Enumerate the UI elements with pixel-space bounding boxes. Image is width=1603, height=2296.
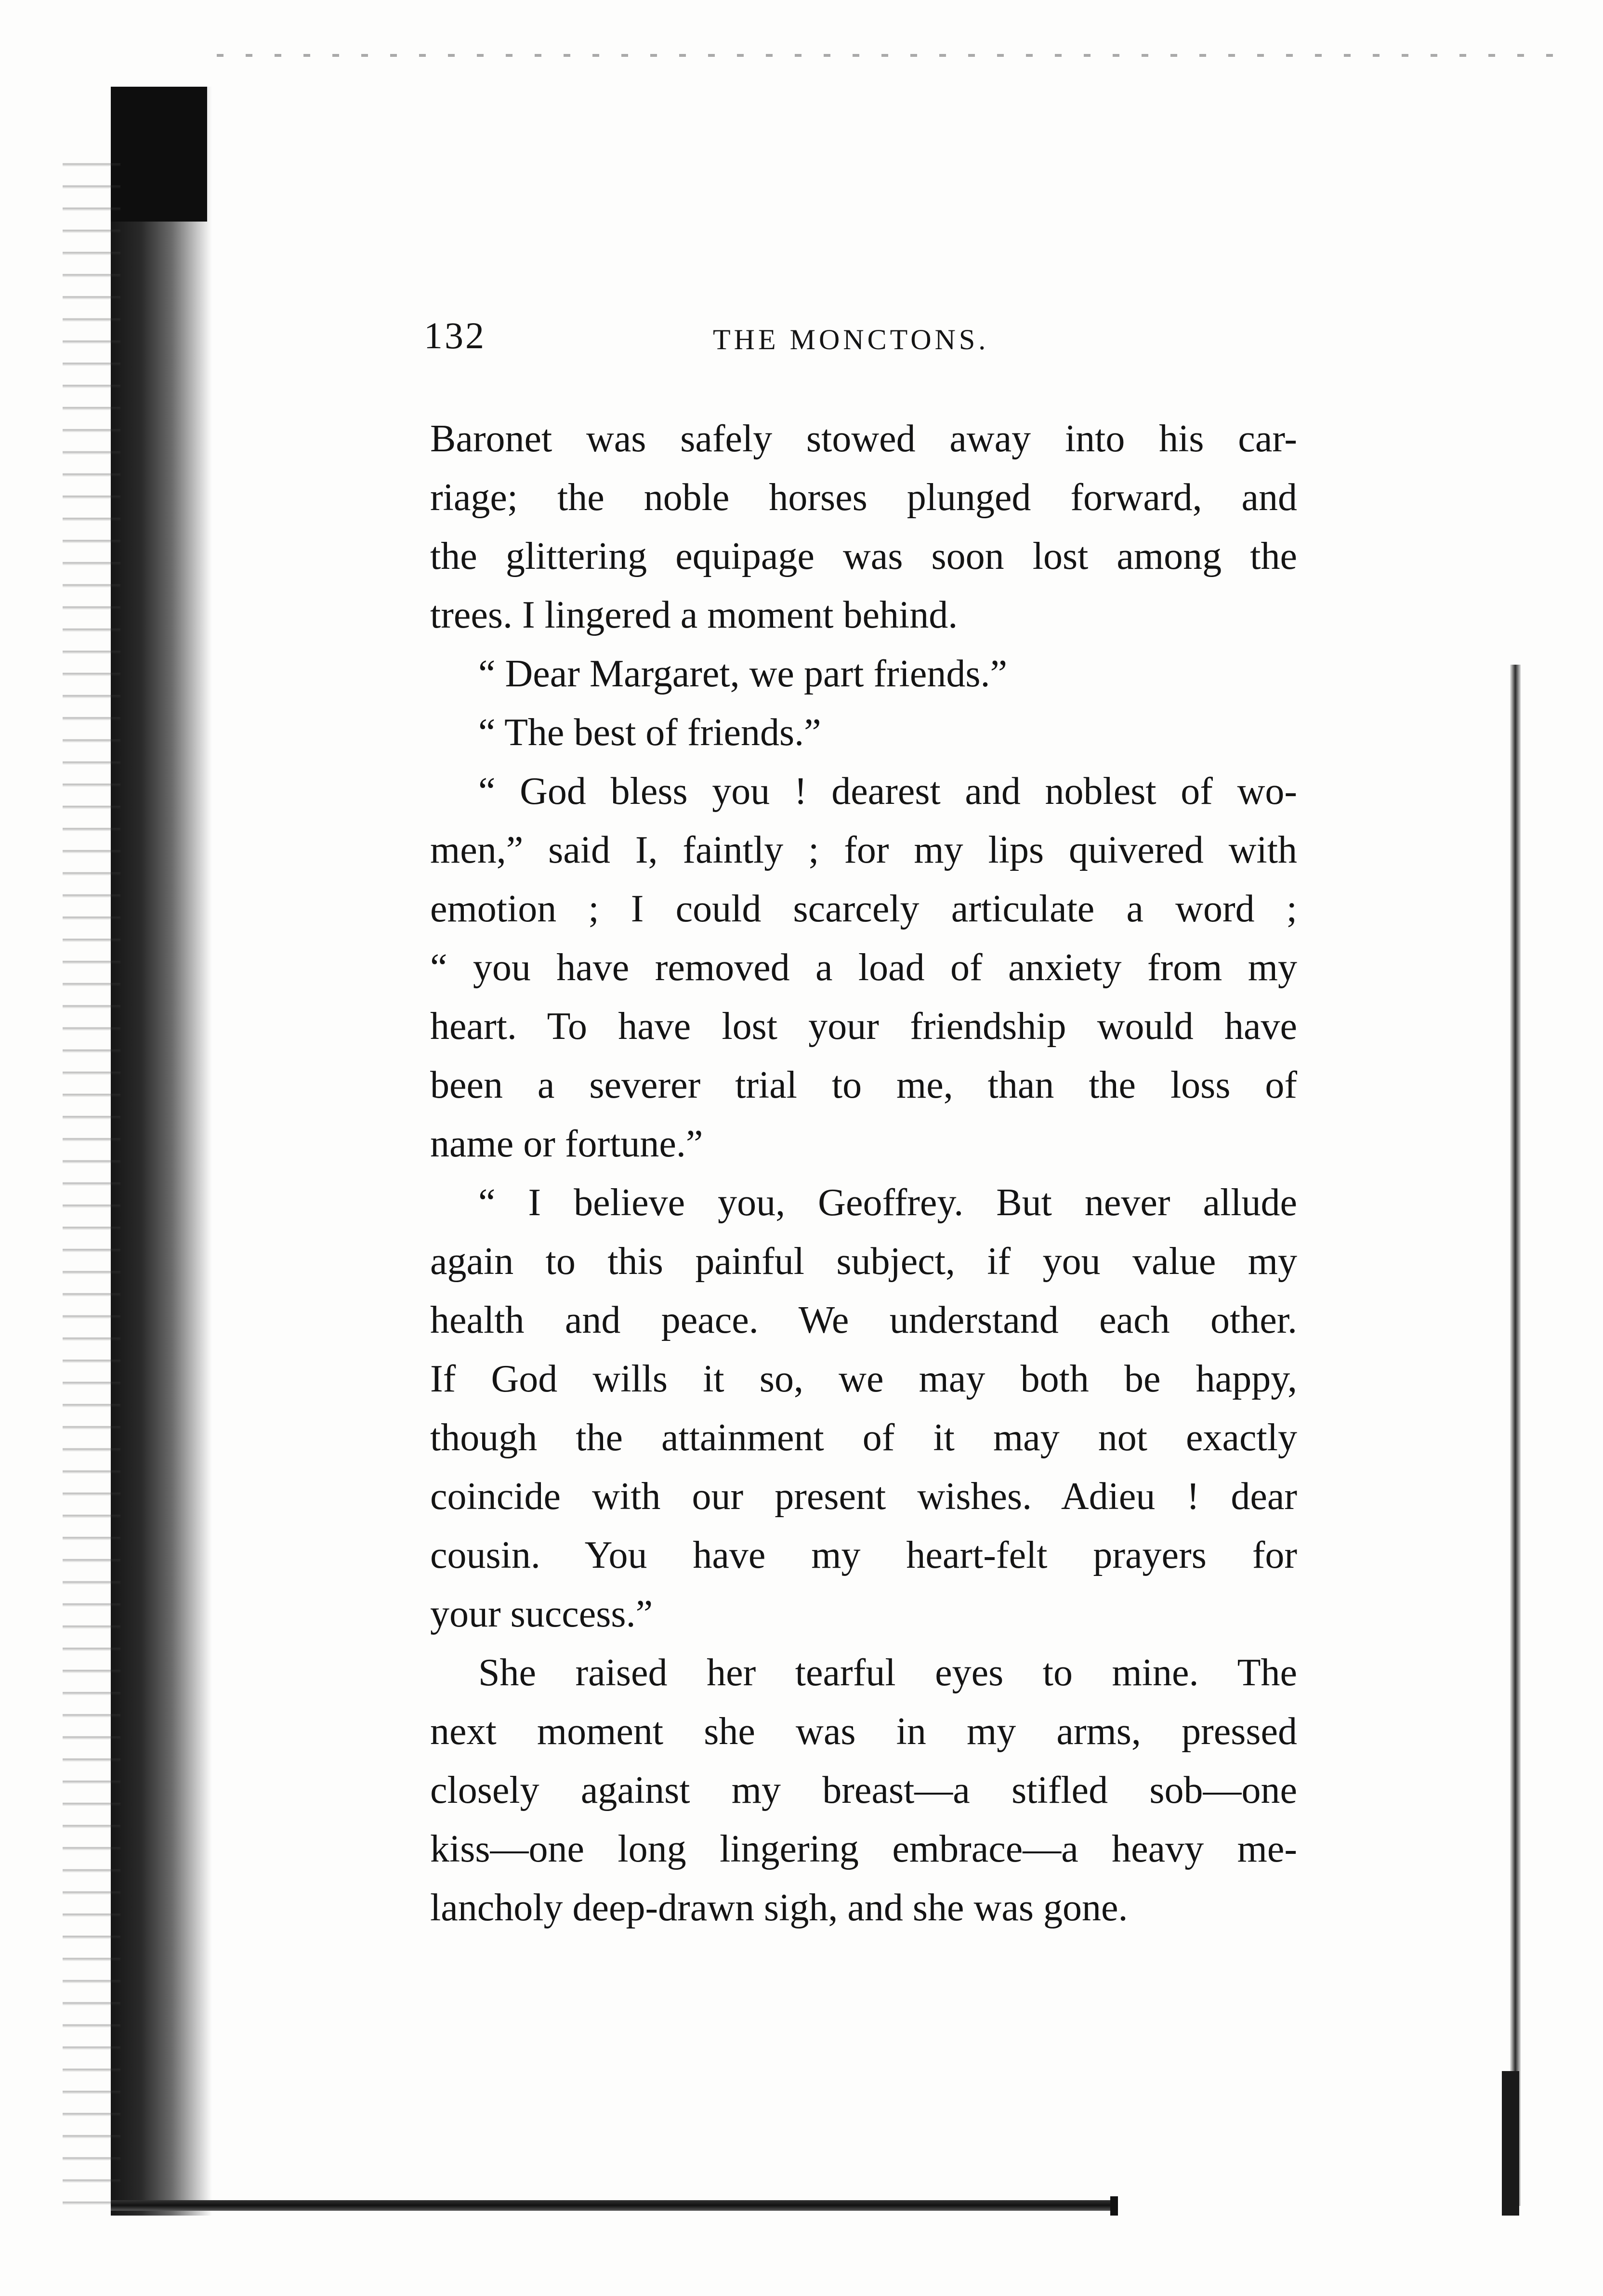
text-line: your success.”: [430, 1593, 653, 1635]
text-line: lancholy deep-drawn sigh, and she was gone.: [430, 1887, 1128, 1929]
binding-dark-block: [111, 87, 207, 222]
text-line: “ I believe you, Geoffrey. But never allude: [478, 1181, 1297, 1224]
bottom-page-edge: [111, 2200, 1117, 2211]
running-head: [424, 314, 1301, 357]
body-text: [430, 409, 1297, 1937]
text-line: riage; the noble horses plunged forward, and: [430, 476, 1297, 519]
binding-shadow: [111, 87, 212, 2216]
text-line: “ you have removed a load of anxiety from my: [430, 946, 1297, 989]
text-line: again to this painful subject, if you value my: [430, 1240, 1297, 1283]
text-line: though the attainment of it may not exactly: [430, 1417, 1297, 1459]
top-edge-smudge: [217, 54, 1556, 57]
text-line: name or fortune.”: [430, 1123, 703, 1165]
text-line: health and peace. We understand each other.: [430, 1299, 1297, 1341]
text-line: kiss—one long lingering embrace—a heavy me-: [430, 1828, 1297, 1870]
text-line: coincide with our present wishes. Adieu ! dear: [430, 1475, 1297, 1518]
text-line: “ Dear Margaret, we part friends.”: [478, 653, 1007, 695]
text-line: been a severer trial to me, than the loss of: [430, 1064, 1297, 1106]
binding-specks: [63, 144, 120, 2216]
text-line: men,” said I, faintly ; for my lips quivered with: [430, 829, 1297, 871]
text-line: emotion ; I could scarcely articulate a word ;: [430, 888, 1297, 930]
right-page-edge: [1510, 665, 1521, 2206]
text-line: “ God bless you ! dearest and noblest of wo-: [478, 770, 1297, 813]
text-line: the glittering equipage was soon lost among the: [430, 535, 1297, 577]
text-line: Baronet was safely stowed away into his car-: [430, 418, 1297, 460]
text-line: heart. To have lost your friendship would have: [430, 1005, 1297, 1048]
text-line: If God wills it so, we may both be happy,: [430, 1358, 1297, 1400]
text-line: trees. I lingered a moment behind.: [430, 594, 958, 636]
text-line: “ The best of friends.”: [478, 711, 821, 754]
bottom-edge-mark: [1110, 2196, 1118, 2216]
text-line: She raised her tearful eyes to mine. The: [478, 1652, 1297, 1694]
text-line: cousin. You have my heart-felt prayers for: [430, 1534, 1297, 1576]
right-page-edge-dark: [1502, 2071, 1519, 2216]
text-line: next moment she was in my arms, pressed: [430, 1710, 1297, 1753]
text-line: closely against my breast—a stifled sob—one: [430, 1769, 1297, 1811]
running-title: THE MONCTONS.: [713, 324, 989, 355]
page-number: 132: [424, 315, 486, 356]
